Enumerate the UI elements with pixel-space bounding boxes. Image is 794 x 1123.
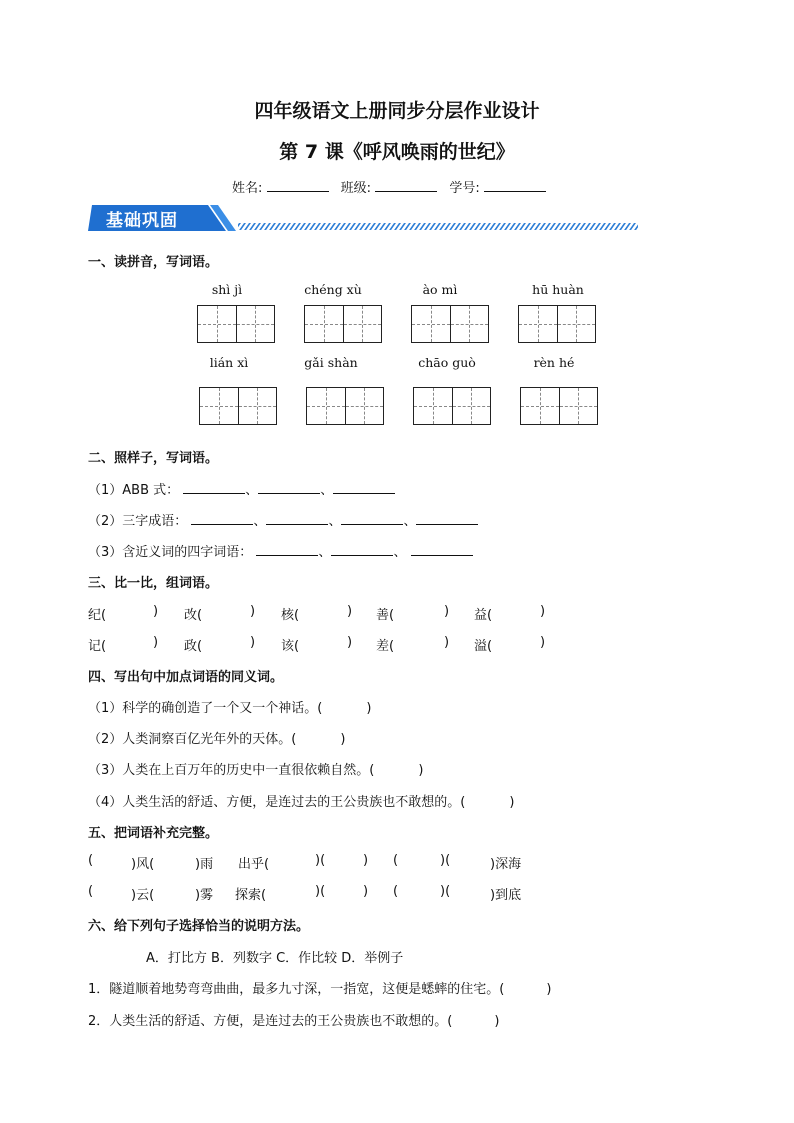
answer-blank[interactable] xyxy=(411,542,473,556)
id-label: 学号: xyxy=(449,181,480,196)
fill-part: )雾 xyxy=(195,888,214,903)
synonym-q1 xyxy=(88,697,371,716)
writing-box[interactable] xyxy=(518,305,596,343)
question-text: 1．隧道顺着地势弯弯曲曲，最多九寸深，一指宽，这便是蟋蟀的住宅。( xyxy=(88,982,505,997)
section-4-heading: 四、写出句中加点词语的同义词。 xyxy=(88,670,284,685)
compare-char: 核( xyxy=(281,608,300,623)
compare-close: ) xyxy=(444,604,450,619)
question-text: （3）人类在上百万年的历史中一直很依赖自然。( xyxy=(88,763,375,778)
section-5-heading: 五、把词语补充完整。 xyxy=(88,826,219,841)
writing-box[interactable] xyxy=(306,387,384,425)
writing-box[interactable] xyxy=(520,387,598,425)
answer-blank[interactable] xyxy=(266,511,328,525)
compare-char: 该( xyxy=(281,639,300,654)
fill-part: )( xyxy=(315,853,326,868)
answer-blank[interactable] xyxy=(333,480,395,494)
answer-blank[interactable] xyxy=(331,542,393,556)
banner-label: 基础巩固 xyxy=(106,211,178,231)
question-text: （2）人类洞察百亿光年外的天体。( xyxy=(88,732,297,747)
question-text: （4）人类生活的舒适、方便，是连过去的王公贵族也不敢想的。( xyxy=(88,795,466,810)
compare-char: 纪( xyxy=(88,608,107,623)
fill-part: ( xyxy=(88,853,94,868)
fill-part: )( xyxy=(440,853,451,868)
compare-close: ) xyxy=(540,604,546,619)
answer-blank[interactable] xyxy=(191,511,253,525)
compare-close: ) xyxy=(153,604,159,619)
compare-close: ) xyxy=(153,635,159,650)
writing-box[interactable] xyxy=(413,387,491,425)
writing-box[interactable] xyxy=(197,305,275,343)
pinyin-8: rèn hé xyxy=(533,355,575,370)
synonym4-row: （3）含近义词的四字词语： 、 、 xyxy=(88,541,473,560)
question-close: ) xyxy=(366,701,372,716)
method-q1 xyxy=(88,978,551,997)
fill-part: )( xyxy=(440,884,451,899)
compare-char: 善( xyxy=(376,608,395,623)
compare-char: 差( xyxy=(376,639,395,654)
compare-close: ) xyxy=(540,635,546,650)
fill-part: )到底 xyxy=(490,888,522,903)
pinyin-4: hū huàn xyxy=(532,282,584,297)
pinyin-3: ào mì xyxy=(422,282,458,297)
question-close: ) xyxy=(546,982,552,997)
answer-blank[interactable] xyxy=(258,480,320,494)
compare-char: 溢( xyxy=(474,639,493,654)
section-2-heading: 二、照样子，写词语。 xyxy=(88,451,219,466)
abb-label: （1）ABB 式： xyxy=(88,483,180,498)
method-q2 xyxy=(88,1010,499,1029)
fill-part: )雨 xyxy=(195,857,214,872)
compare-close: ) xyxy=(347,635,353,650)
abb-row: （1）ABB 式： 、 、 xyxy=(88,479,395,498)
lesson-title: 第 7 课《呼风唤雨的世纪》 xyxy=(279,141,515,163)
section-6-heading: 六、给下列句子选择恰当的说明方法。 xyxy=(88,919,310,934)
compare-char: 益( xyxy=(474,608,493,623)
section-1-heading: 一、读拼音，写词语。 xyxy=(88,255,219,270)
page-title: 四年级语文上册同步分层作业设计 xyxy=(254,100,540,122)
fill-part: ) xyxy=(363,884,369,899)
answer-blank[interactable] xyxy=(256,542,318,556)
question-close: ) xyxy=(340,732,346,747)
answer-blank[interactable] xyxy=(341,511,403,525)
idiom3-label: （2）三字成语： xyxy=(88,514,188,529)
compare-close: ) xyxy=(250,635,256,650)
fill-part: )深海 xyxy=(490,857,522,872)
compare-char: 政( xyxy=(184,639,203,654)
fill-part: ( xyxy=(88,884,94,899)
fill-part: ( xyxy=(393,884,399,899)
pinyin-2: chéng xù xyxy=(304,282,362,297)
synonym-q2 xyxy=(88,728,345,747)
compare-char: 记( xyxy=(88,639,107,654)
synonym4-label: （3）含近义词的四字词语： xyxy=(88,545,253,560)
answer-blank[interactable] xyxy=(183,480,245,494)
class-label: 班级: xyxy=(340,181,372,196)
fill-part: )( xyxy=(315,884,326,899)
fill-part: 探索( xyxy=(235,888,267,903)
answer-blank[interactable] xyxy=(416,511,478,525)
question-close: ) xyxy=(418,763,424,778)
name-blank[interactable] xyxy=(267,178,329,192)
class-blank[interactable] xyxy=(375,178,437,192)
question-close: ) xyxy=(509,795,515,810)
writing-box[interactable] xyxy=(199,387,277,425)
fill-part: ) xyxy=(363,853,369,868)
synonym-q3 xyxy=(88,759,423,778)
pinyin-6: gǎi shàn xyxy=(304,355,358,370)
fill-part: ( xyxy=(393,853,399,868)
student-info-row xyxy=(232,177,546,196)
writing-box[interactable] xyxy=(411,305,489,343)
name-label: 姓名: xyxy=(232,181,263,196)
idiom3-row: （2）三字成语： 、 、 、 xyxy=(88,510,478,529)
compare-close: ) xyxy=(347,604,353,619)
fill-part: )云( xyxy=(131,888,155,903)
fill-part: )风( xyxy=(131,857,155,872)
synonym-q4 xyxy=(88,791,514,810)
pinyin-1: shì jì xyxy=(211,282,243,297)
section-banner xyxy=(88,203,640,233)
id-blank[interactable] xyxy=(484,178,546,192)
writing-box[interactable] xyxy=(304,305,382,343)
compare-char: 改( xyxy=(184,608,203,623)
question-close: ) xyxy=(494,1014,500,1029)
fill-part: 出乎( xyxy=(238,857,270,872)
pinyin-5: lián xì xyxy=(209,355,249,370)
section-3-heading: 三、比一比，组词语。 xyxy=(88,576,219,591)
question-text: 2．人类生活的舒适、方便，是连过去的王公贵族也不敢想的。( xyxy=(88,1014,453,1029)
compare-close: ) xyxy=(444,635,450,650)
method-options: A．打比方 B．列数字 C．作比较 D．举例子 xyxy=(146,951,404,966)
compare-close: ) xyxy=(250,604,256,619)
question-text: （1）科学的确创造了一个又一个神话。( xyxy=(88,701,323,716)
pinyin-7: chāo guò xyxy=(418,355,476,370)
